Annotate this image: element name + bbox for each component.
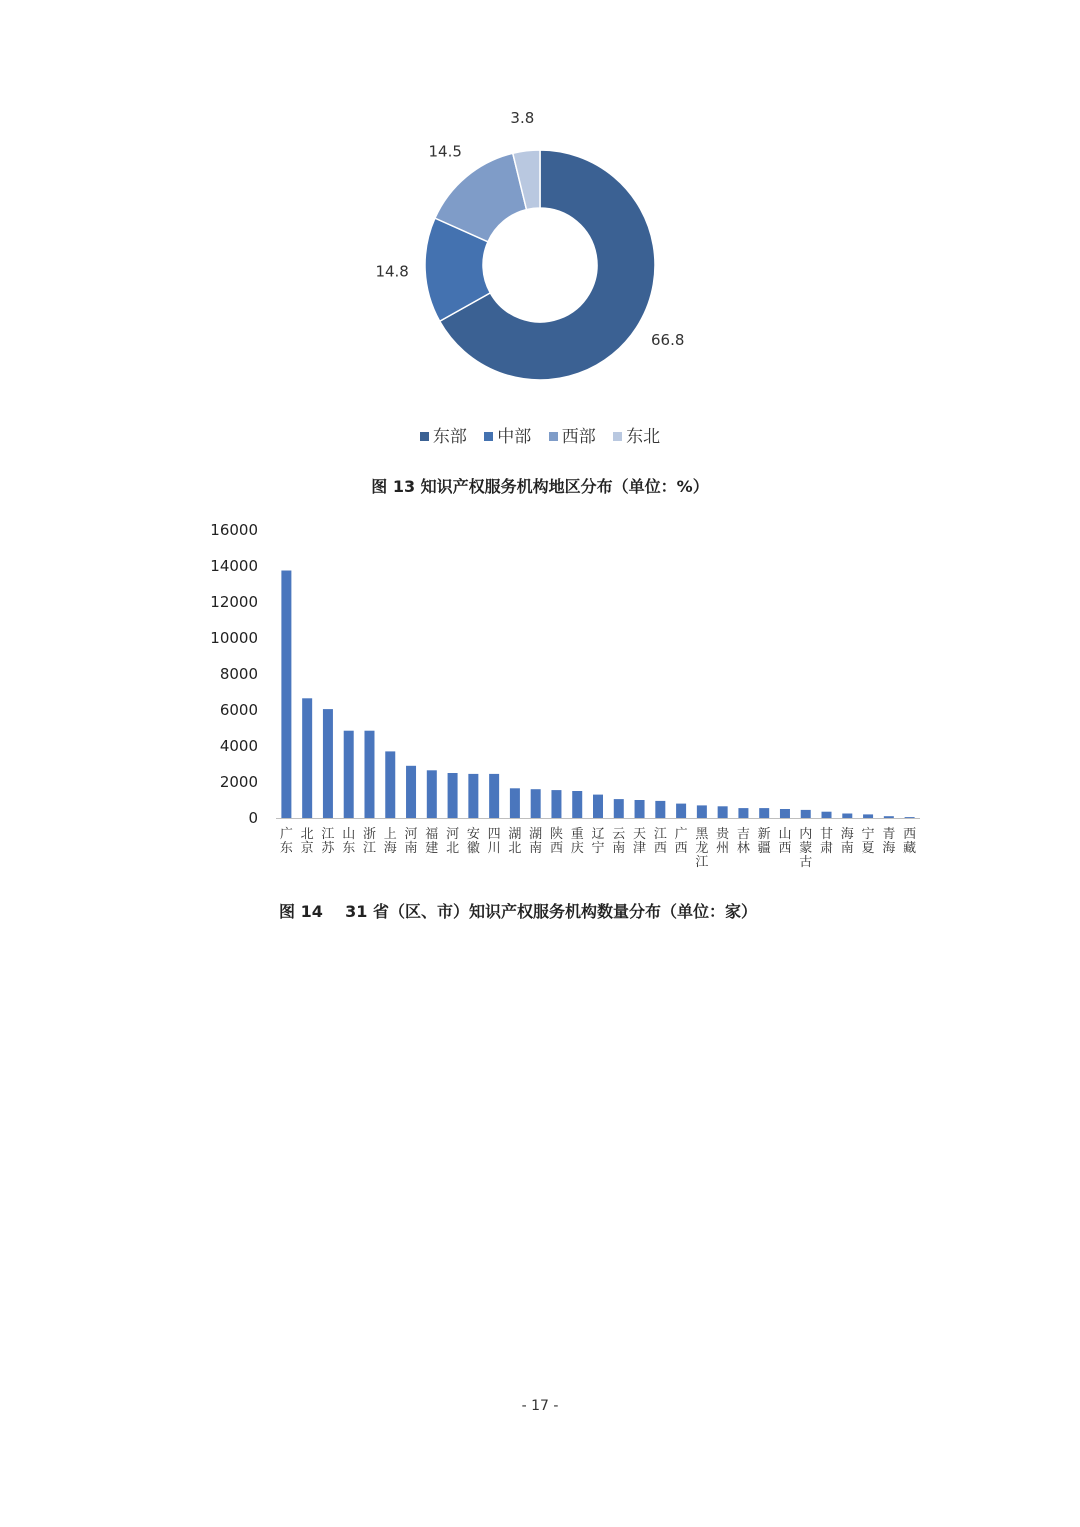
bar	[842, 814, 852, 819]
x-tick-label: 四川	[487, 827, 501, 856]
x-tick-label: 湖南	[529, 827, 543, 856]
x-tick-label: 宁夏	[861, 827, 875, 856]
x-tick-label: 浙江	[362, 827, 376, 856]
x-tick-label: 湖北	[508, 827, 522, 856]
bar	[531, 789, 541, 818]
x-tick-label: 黑龙江	[695, 827, 709, 870]
bar	[448, 773, 458, 818]
bar	[323, 709, 333, 818]
legend-label: 中部	[497, 427, 532, 447]
bar	[655, 801, 665, 818]
legend-swatch	[484, 432, 493, 441]
x-tick-label: 西藏	[903, 827, 917, 856]
bar	[468, 774, 478, 818]
bar	[614, 799, 624, 818]
x-tick-label: 安徽	[466, 827, 480, 856]
x-tick-label: 吉林	[736, 827, 750, 856]
legend-swatch	[420, 432, 429, 441]
x-tick-label: 北京	[300, 827, 314, 856]
x-tick-label: 重庆	[570, 827, 584, 856]
bar	[364, 731, 374, 818]
donut-data-label: 14.5	[428, 142, 462, 161]
x-tick-label: 辽宁	[591, 827, 605, 856]
donut-data-label: 3.8	[510, 109, 535, 128]
bar	[489, 774, 499, 818]
donut-legend	[0, 422, 1080, 447]
x-tick-label: 海南	[840, 827, 854, 856]
bar	[822, 812, 832, 818]
legend-item-west	[549, 422, 596, 447]
bar	[427, 770, 437, 818]
legend-label: 东部	[432, 427, 467, 447]
x-tick-label: 江苏	[321, 827, 335, 856]
x-tick-label: 天津	[633, 827, 647, 856]
x-tick-label: 广东	[279, 827, 293, 856]
y-tick-label: 12000	[210, 593, 258, 611]
donut-chart	[330, 100, 750, 400]
y-tick-label: 6000	[219, 701, 258, 719]
bar-chart	[200, 515, 930, 875]
bar	[738, 808, 748, 818]
y-tick-label: 8000	[219, 665, 258, 683]
bar	[572, 791, 582, 818]
x-tick-label: 广西	[674, 827, 688, 856]
x-tick-label: 山西	[778, 827, 792, 856]
figure-14-caption: 图 14 31 省（区、市）知识产权服务机构数量分布（单位：家）	[279, 902, 757, 921]
bar	[406, 766, 416, 818]
bar	[344, 731, 354, 818]
bar	[551, 790, 561, 818]
x-tick-label: 青海	[882, 827, 896, 856]
legend-label: 西部	[561, 427, 596, 447]
bar	[510, 788, 520, 818]
bar	[302, 698, 312, 818]
donut-data-label: 14.8	[375, 262, 409, 281]
legend-item-east	[420, 422, 467, 447]
bar	[593, 795, 603, 818]
legend-item-central	[484, 422, 531, 447]
y-tick-label: 4000	[219, 737, 258, 755]
donut-data-label: 66.8	[651, 330, 685, 349]
bar	[697, 805, 707, 818]
x-tick-label: 河北	[446, 827, 460, 856]
legend-label: 东北	[626, 427, 661, 447]
y-tick-label: 16000	[210, 521, 258, 539]
legend-item-northeast	[613, 422, 660, 447]
x-tick-label: 福建	[425, 827, 439, 856]
bar	[385, 751, 395, 818]
x-tick-label: 内蒙古	[799, 827, 813, 870]
x-tick-label: 新疆	[757, 827, 771, 856]
x-tick-label: 甘肃	[820, 827, 834, 856]
y-tick-label: 10000	[210, 629, 258, 647]
bar	[905, 817, 915, 818]
x-tick-label: 陕西	[549, 827, 563, 856]
y-tick-label: 2000	[219, 773, 258, 791]
bar	[759, 808, 769, 818]
bar	[801, 810, 811, 818]
bar	[718, 806, 728, 818]
bar	[863, 814, 873, 818]
page-number: - 17 -	[521, 1398, 559, 1414]
x-tick-label: 江西	[653, 827, 667, 856]
legend-swatch	[549, 432, 558, 441]
x-tick-label: 云南	[612, 827, 626, 856]
x-tick-label: 贵州	[716, 827, 730, 856]
legend-swatch	[613, 432, 622, 441]
figure-13-caption: 图 13 知识产权服务机构地区分布（单位：%）	[371, 477, 709, 496]
bar	[884, 816, 894, 818]
y-tick-label: 14000	[210, 557, 258, 575]
x-tick-label: 上海	[383, 827, 397, 856]
x-tick-label: 山东	[342, 827, 356, 856]
bar	[676, 804, 686, 818]
x-tick-label: 河南	[404, 827, 418, 856]
bar	[281, 571, 291, 819]
y-tick-label: 0	[248, 809, 258, 827]
bar	[780, 809, 790, 818]
bar	[635, 800, 645, 818]
